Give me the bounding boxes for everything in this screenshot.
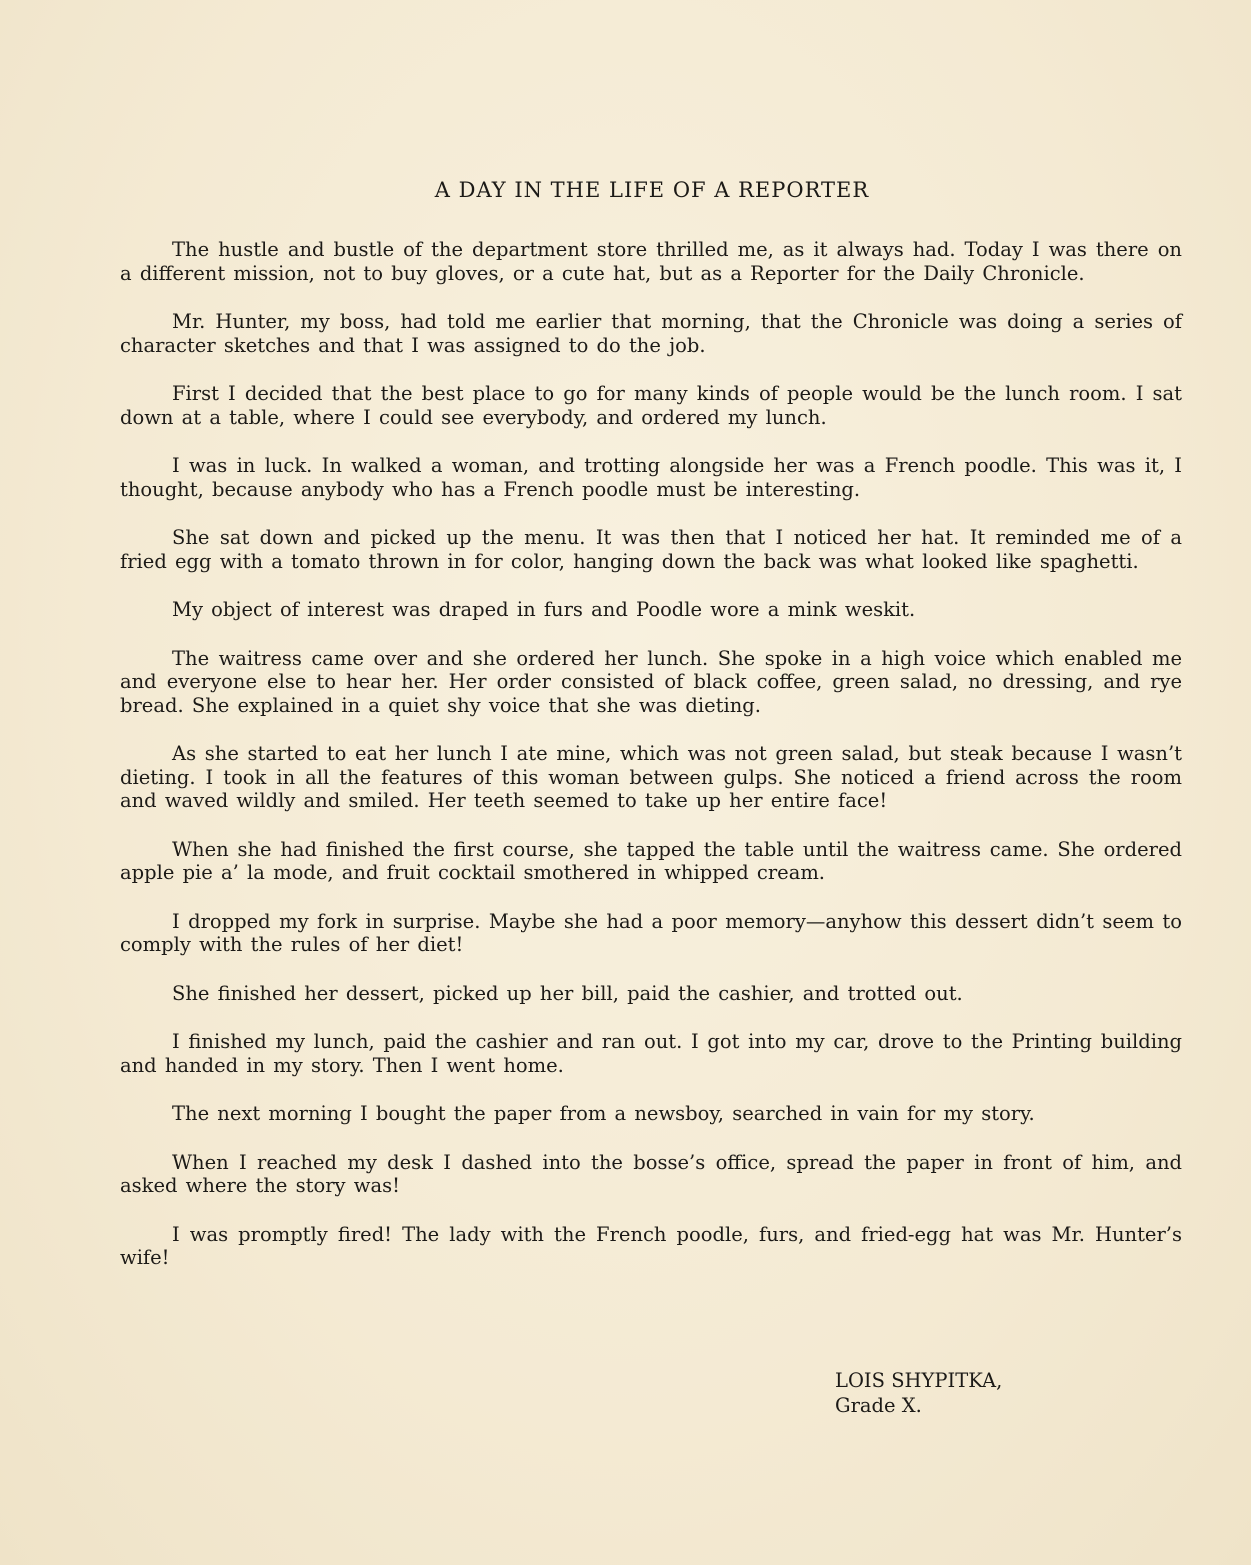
paragraph-10: I dropped my fork in surprise. Maybe she had a poor memory—anyhow this dessert didn’t seem to comply with the rules of her diet! bbox=[120, 909, 1182, 956]
paragraph-6: My object of interest was draped in furs and Poodle wore a mink weskit. bbox=[172, 598, 916, 621]
paragraph-4: I was in luck. In walked a woman, and trotting alongside her was a French poodle. This was it, I thought, because anybody who has a French poodle must be interesting. bbox=[120, 454, 1182, 501]
author-signature bbox=[835, 1368, 1002, 1418]
paragraph-7: The waitress came over and she ordered her lunch. She spoke in a high voice which enabled me and everyone else to hear her. Her order consisted of black coffee, green salad, no dressing, and rye bread. She explained in a quiet shy voice that she was dieting. bbox=[120, 646, 1182, 717]
paragraph-1: The hustle and bustle of the department store thrilled me, as it always had. Today I was there on a different mission, not to buy gloves, or a cute hat, but as a Reporter for the Daily Chronicle. bbox=[120, 238, 1182, 285]
document-title: A DAY IN THE LIFE OF A REPORTER bbox=[434, 178, 870, 202]
paragraph-5: She sat down and picked up the menu. It was then that I noticed her hat. It reminded me of a fried egg with a tomato thrown in for color, hanging down the back was what looked like spaghetti. bbox=[120, 526, 1182, 573]
paragraph-9: When she had finished the first course, she tapped the table until the waitress came. She ordered apple pie a’ la mode, and fruit cocktail smothered in whipped cream. bbox=[120, 837, 1182, 884]
paragraph-15: I was promptly fired! The lady with the French poodle, furs, and fried-egg hat was Mr. Hunter’s wife! bbox=[120, 1222, 1182, 1269]
author-name: LOIS SHYPITKA, bbox=[835, 1369, 1003, 1392]
paragraph-8: As she started to eat her lunch I ate mine, which was not green salad, but steak because I wasn’t dieting. I took in all the features of this woman between gulps. She noticed a friend across the room and waved wildly and smiled. Her teeth seemed to take up her entire face! bbox=[120, 742, 1182, 812]
paragraph-2: Mr. Hunter, my boss, had told me earlier that morning, that the Chronicle was doing a series of character sketches and that I was assigned to do the job. bbox=[120, 310, 1182, 357]
paragraph-12: I finished my lunch, paid the cashier and ran out. I got into my car, drove to the Printing building and handed in my story. Then I went home. bbox=[120, 1030, 1182, 1077]
paragraph-11: She finished her dessert, picked up her bill, paid the cashier, and trotted out. bbox=[172, 981, 963, 1005]
paragraph-14: When I reached my desk I dashed into the bosse’s office, spread the paper in front of him, and asked where the story was! bbox=[120, 1150, 1182, 1197]
document-body bbox=[120, 178, 1182, 1295]
author-grade: Grade X. bbox=[835, 1394, 922, 1417]
paragraph-3: First I decided that the best place to go for many kinds of people would be the lunch room. I sat down at a table, where I could see everybody, and ordered my lunch. bbox=[120, 382, 1182, 429]
paragraph-13: The next morning I bought the paper from a newsboy, searched in vain for my story. bbox=[172, 1102, 1035, 1125]
